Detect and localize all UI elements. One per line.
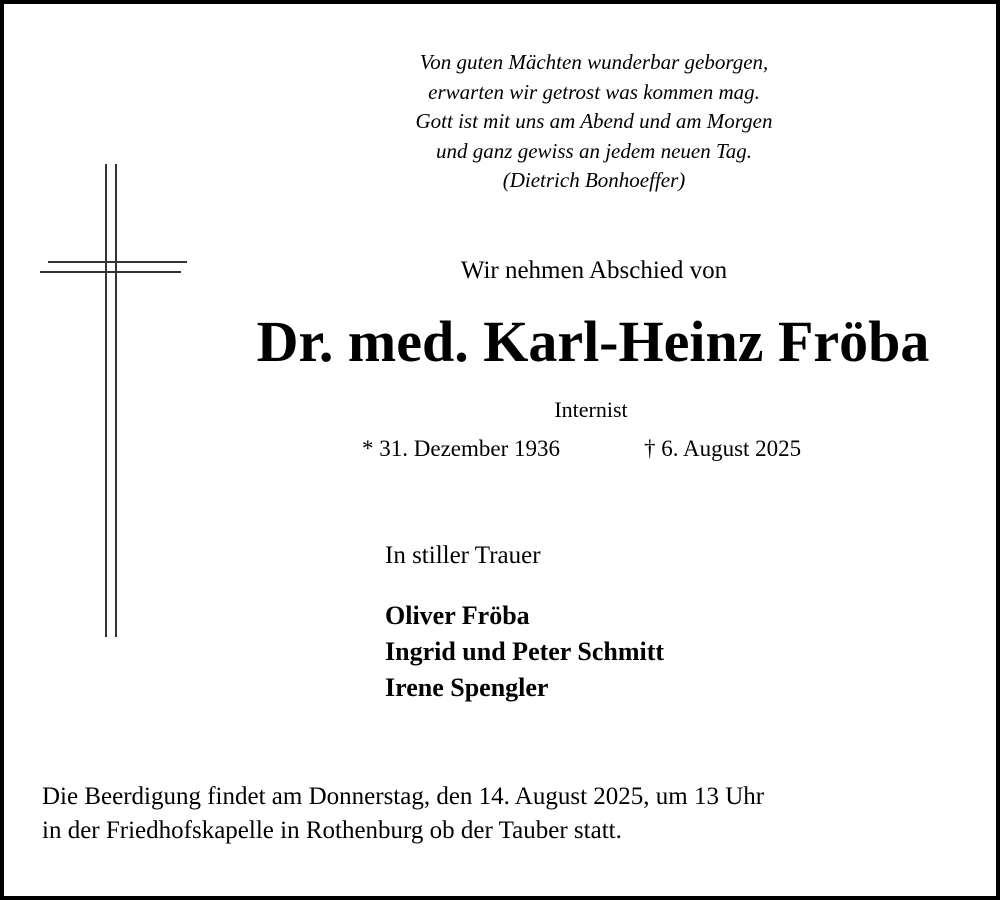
cross-horizontal-line-top <box>48 261 187 263</box>
mourner-name: Irene Spengler <box>385 673 549 702</box>
funeral-line: in der Friedhofskapelle in Rothenburg ob der Tauber statt. <box>42 817 622 844</box>
poem-attribution: (Dietrich Bonhoeffer) <box>502 168 686 192</box>
deceased-name: Dr. med. Karl-Heinz Fröba <box>256 309 930 374</box>
poem-line: erwarten wir getrost was kommen mag. <box>428 79 760 104</box>
birth-date: * 31. Dezember 1936 <box>362 436 560 461</box>
death-date: † 6. August 2025 <box>644 436 802 461</box>
funeral-details <box>42 780 764 848</box>
cross-vertical-line-right <box>115 164 117 637</box>
mourner-name: Ingrid und Peter Schmitt <box>385 637 665 666</box>
cross-horizontal-line-bottom <box>40 271 181 273</box>
mourning-label: In stiller Trauer <box>385 542 541 569</box>
farewell-intro: Wir nehmen Abschied von <box>460 257 728 284</box>
mourner-name: Oliver Fröba <box>385 601 530 630</box>
bonhoeffer-poem <box>274 48 914 196</box>
poem-line: Von guten Mächten wunderbar geborgen, <box>419 50 769 74</box>
poem-line: Gott ist mit uns am Abend und am Morgen <box>415 109 773 133</box>
poem-line: und ganz gewiss an jedem neuen Tag. <box>436 138 752 163</box>
cross-vertical-line-left <box>105 164 107 637</box>
deceased-profession: Internist <box>554 397 628 422</box>
funeral-line: Die Beerdigung findet am Donnerstag, den 14. August 2025, um 13 Uhr <box>42 783 765 810</box>
mourners-list <box>385 598 664 706</box>
